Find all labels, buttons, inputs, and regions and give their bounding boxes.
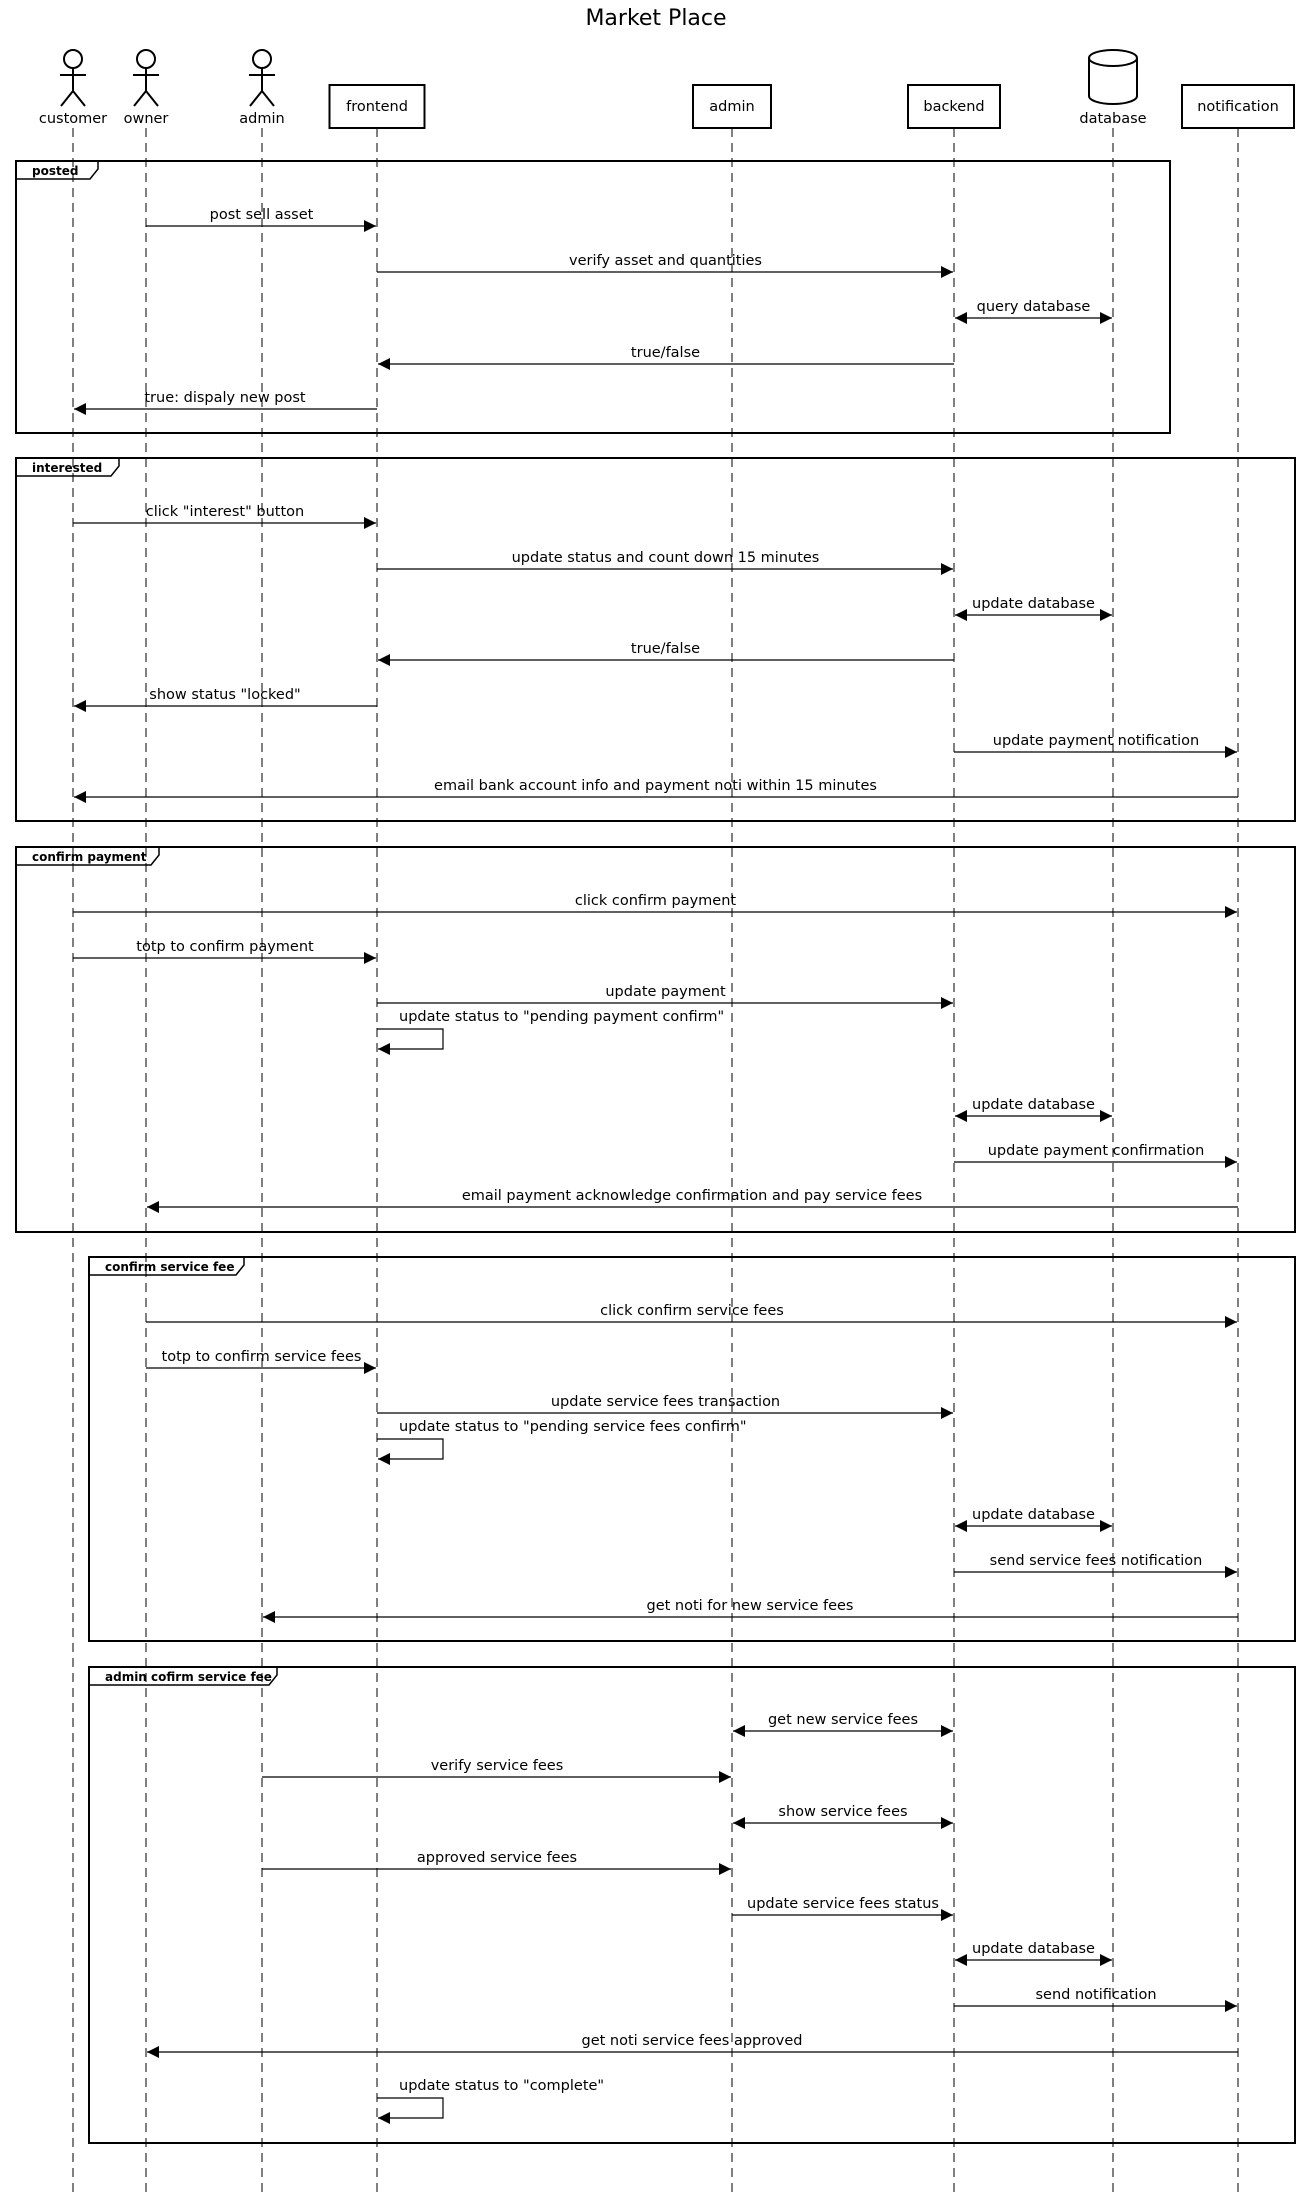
message-label: update database bbox=[972, 596, 1095, 612]
message bbox=[378, 641, 954, 660]
participant-label: backend bbox=[923, 99, 985, 115]
message bbox=[733, 1712, 953, 1731]
participants bbox=[39, 50, 1294, 128]
fragment-interested bbox=[16, 458, 1295, 821]
message-label: update payment bbox=[605, 984, 726, 1000]
message bbox=[262, 1850, 731, 1869]
message-label: show service fees bbox=[778, 1804, 908, 1820]
message bbox=[955, 596, 1112, 615]
message bbox=[955, 299, 1112, 318]
message bbox=[146, 1303, 1237, 1322]
message bbox=[377, 550, 953, 569]
message-label: send service fees notification bbox=[989, 1553, 1203, 1569]
self-message-arrow bbox=[377, 2098, 443, 2118]
message-label: approved service fees bbox=[416, 1850, 578, 1866]
message bbox=[733, 1804, 953, 1823]
participant-label: admin bbox=[709, 99, 755, 115]
participant-frontend bbox=[330, 85, 425, 128]
actor-icon bbox=[249, 50, 275, 106]
fragments bbox=[16, 161, 1295, 2143]
message bbox=[377, 253, 953, 272]
message-label: verify service fees bbox=[430, 1758, 564, 1774]
message-label: totp to confirm payment bbox=[136, 939, 314, 955]
participant-label: customer bbox=[38, 111, 108, 127]
participant-customer bbox=[39, 50, 107, 127]
message-label: update payment notification bbox=[992, 733, 1200, 749]
message bbox=[377, 984, 953, 1003]
message bbox=[263, 1598, 1238, 1617]
fragment-confirm-payment bbox=[16, 847, 1295, 1232]
self-message-arrow bbox=[377, 1029, 443, 1049]
message-label: true/false bbox=[630, 641, 701, 657]
message-label: update status to "complete" bbox=[399, 2078, 605, 2094]
participant-admin-svc bbox=[693, 85, 771, 128]
fragment-label: interested bbox=[32, 461, 103, 475]
actor-icon bbox=[60, 50, 86, 106]
message-label: update status to "pending payment confirm" bbox=[399, 1009, 725, 1025]
message-label: true: dispaly new post bbox=[144, 390, 306, 406]
fragment-frame bbox=[89, 1667, 1295, 2143]
message bbox=[146, 1349, 376, 1368]
fragment-admin-cofirm-service-fee bbox=[89, 1667, 1295, 2143]
self-message-arrow bbox=[377, 1439, 443, 1459]
participant-notification bbox=[1182, 85, 1294, 128]
message bbox=[954, 733, 1237, 752]
message-label: get noti service fees approved bbox=[581, 2033, 803, 2049]
message bbox=[377, 1394, 953, 1413]
message bbox=[74, 390, 377, 409]
message bbox=[732, 1896, 953, 1915]
message-label: click confirm payment bbox=[574, 893, 737, 909]
message-label: show status "locked" bbox=[149, 687, 301, 703]
participant-owner bbox=[124, 50, 169, 127]
message bbox=[955, 1507, 1112, 1526]
message-label: update payment confirmation bbox=[987, 1143, 1205, 1159]
message bbox=[262, 1758, 731, 1777]
message bbox=[146, 207, 376, 226]
fragment-label: posted bbox=[32, 164, 79, 178]
message-label: email payment acknowledge confirmation and pay service fees bbox=[461, 1188, 923, 1204]
participant-label: database bbox=[1079, 111, 1147, 127]
participant-label: owner bbox=[123, 111, 169, 127]
message-label: get noti for new service fees bbox=[646, 1598, 854, 1614]
fragment-posted bbox=[16, 161, 1170, 433]
message bbox=[955, 1097, 1112, 1116]
message-label: click "interest" button bbox=[145, 504, 305, 520]
participant-label: notification bbox=[1197, 99, 1279, 115]
message bbox=[955, 1941, 1112, 1960]
diagram-title: Market Place bbox=[585, 6, 727, 31]
message-label: query database bbox=[976, 299, 1091, 315]
fragment-label: confirm service fee bbox=[105, 1260, 235, 1274]
message bbox=[147, 2033, 1238, 2052]
message bbox=[74, 778, 1238, 797]
message bbox=[954, 1143, 1237, 1162]
message bbox=[377, 1419, 747, 1459]
message-label: true/false bbox=[630, 345, 701, 361]
participant-admin-actor bbox=[239, 50, 284, 127]
message bbox=[378, 345, 954, 364]
message bbox=[73, 893, 1237, 912]
actor-icon bbox=[133, 50, 159, 106]
message-label: update status and count down 15 minutes bbox=[511, 550, 820, 566]
message-label: verify asset and quantities bbox=[568, 253, 763, 269]
participant-database bbox=[1079, 50, 1146, 127]
message-label: post sell asset bbox=[209, 207, 314, 223]
participant-backend bbox=[908, 85, 1000, 128]
participant-label: admin bbox=[239, 111, 285, 127]
message bbox=[954, 1987, 1237, 2006]
fragment-confirm-service-fee bbox=[89, 1257, 1295, 1641]
message-label: email bank account info and payment noti within 15 minutes bbox=[434, 778, 877, 794]
message-label: click confirm service fees bbox=[600, 1303, 784, 1319]
message-label: update service fees status bbox=[747, 1896, 939, 1912]
message bbox=[73, 939, 376, 958]
fragment-label: admin cofirm service fee bbox=[105, 1670, 272, 1684]
message bbox=[954, 1553, 1237, 1572]
message bbox=[73, 504, 376, 523]
message-label: get new service fees bbox=[767, 1712, 919, 1728]
message-label: update status to "pending service fees confirm" bbox=[399, 1419, 747, 1435]
message-label: update database bbox=[972, 1097, 1095, 1113]
message-label: totp to confirm service fees bbox=[161, 1349, 362, 1365]
fragment-label: confirm payment bbox=[32, 850, 147, 864]
message-label: update database bbox=[972, 1507, 1095, 1523]
message bbox=[377, 2078, 604, 2118]
message-label: update service fees transaction bbox=[550, 1394, 781, 1410]
message bbox=[377, 1009, 724, 1049]
participant-label: frontend bbox=[346, 99, 408, 115]
message-label: send notification bbox=[1035, 1987, 1157, 2003]
message-label: update database bbox=[972, 1941, 1095, 1957]
database-icon bbox=[1089, 50, 1137, 104]
message bbox=[74, 687, 377, 706]
message bbox=[147, 1188, 1238, 1207]
